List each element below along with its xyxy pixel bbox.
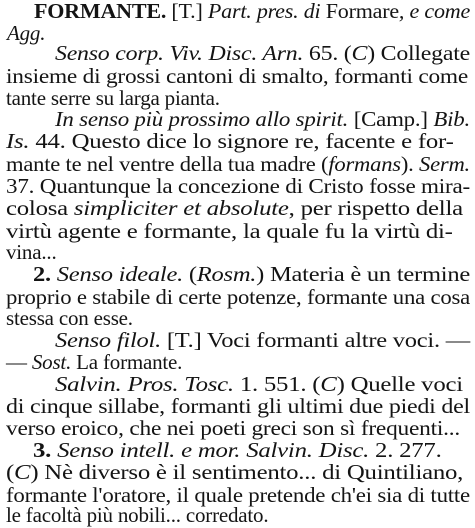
entry-text-run: ) Materia è un termine [256, 262, 470, 286]
entry-text-run: Rosm. [196, 262, 257, 286]
entry-text-run: Sost. [31, 350, 72, 374]
entry-text-run: Senso intell. e mor. Salvin. Disc. [57, 438, 370, 462]
entry-text-run: ) Collegate [367, 41, 470, 65]
entry-text-run: 44. Questo dice lo signore re, facente e for- [29, 129, 454, 153]
entry-text-run: ) Quelle voci [336, 372, 463, 396]
entry-text-run: ) Nè diverso è il sentimento... di Quintiliano, [30, 460, 464, 484]
entry-text-run: Is. [6, 129, 30, 153]
entry-text-run: La formante. [71, 350, 183, 374]
entry-text-run: vina... [6, 240, 57, 264]
entry-text-run: tante serre su larga pianta. [6, 86, 220, 110]
entry-text-run: Senso corp. Viv. Disc. Arn. [55, 41, 304, 65]
entry-text-run: 37. Quantunque la concezione di Cristo fosse mira- [6, 174, 470, 198]
entry-text-run: proprio e stabile di certe potenze, formante una cosa [6, 285, 470, 309]
entry-text-run: formans [328, 152, 401, 176]
entry-text-run: Part. pres. di [207, 0, 326, 23]
entry-text-run: 65. ( [303, 41, 352, 65]
entry-text-run: Serm. [419, 152, 470, 176]
entry-text-run: FORMANTE. [34, 0, 167, 23]
entry-text-run: stessa con esse. [6, 306, 133, 330]
entry-text-run: C [320, 372, 337, 396]
entry-text-run: Formare [325, 0, 399, 23]
entry-text-run: Bib. [433, 107, 470, 131]
entry-text-run: virtù agente e formante, la quale fu la virtù di- [6, 219, 453, 243]
entry-text-run: ( [182, 262, 197, 286]
entry-text-run: Agg. [7, 21, 46, 45]
entry-text-run: , e come [398, 0, 471, 23]
entry-text-run: simpliciter et absolute [73, 196, 289, 220]
entry-text-run: C [14, 460, 31, 484]
entry-text-run: [T.] Voci formanti altre voci. — [160, 328, 471, 352]
entry-text-run: colosa [6, 196, 74, 220]
entry-text-run: [Camp.] [348, 107, 434, 131]
entry-text-run: — [6, 350, 32, 374]
entry-text-run: , per rispetto della [288, 196, 463, 220]
entry-text-run: mante te nel ventre della tua madre ( [6, 152, 329, 176]
entry-text-run: 1. 551. ( [233, 372, 321, 396]
entry-text-run: [T.] [166, 0, 208, 23]
entry-text-run: 3. [33, 438, 58, 462]
entry-line [0, 502, 475, 528]
entry-text-run: 2. [33, 262, 57, 286]
entry-text-run: formante l'oratore, il quale pretende ch'ei sia di tutte [6, 483, 470, 507]
entry-text-run: ). [400, 152, 420, 176]
entry-text-run: Senso filol. [55, 328, 161, 352]
entry-text-run: di cinque sillabe, formanti gli ultimi due piedi del [6, 394, 470, 418]
entry-line-text [6, 502, 268, 528]
entry-text-run: le facoltà più nobili... corredato. [6, 503, 269, 527]
entry-text-run: insieme di grossi cantoni di smalto, formanti come [6, 64, 468, 88]
entry-text-run: Senso ideale. [56, 262, 183, 286]
entry-text-run: In senso più prossimo allo spirit. [55, 107, 349, 131]
entry-text-run: ( [6, 460, 15, 484]
entry-text-run: verso eroico, che nei poeti greci son sì frequenti... [6, 416, 461, 440]
entry-text-run: 2. 277. [369, 438, 442, 462]
entry-text-run: C [351, 41, 368, 65]
entry-text-run: Salvin. Pros. Tosc. [55, 372, 234, 396]
